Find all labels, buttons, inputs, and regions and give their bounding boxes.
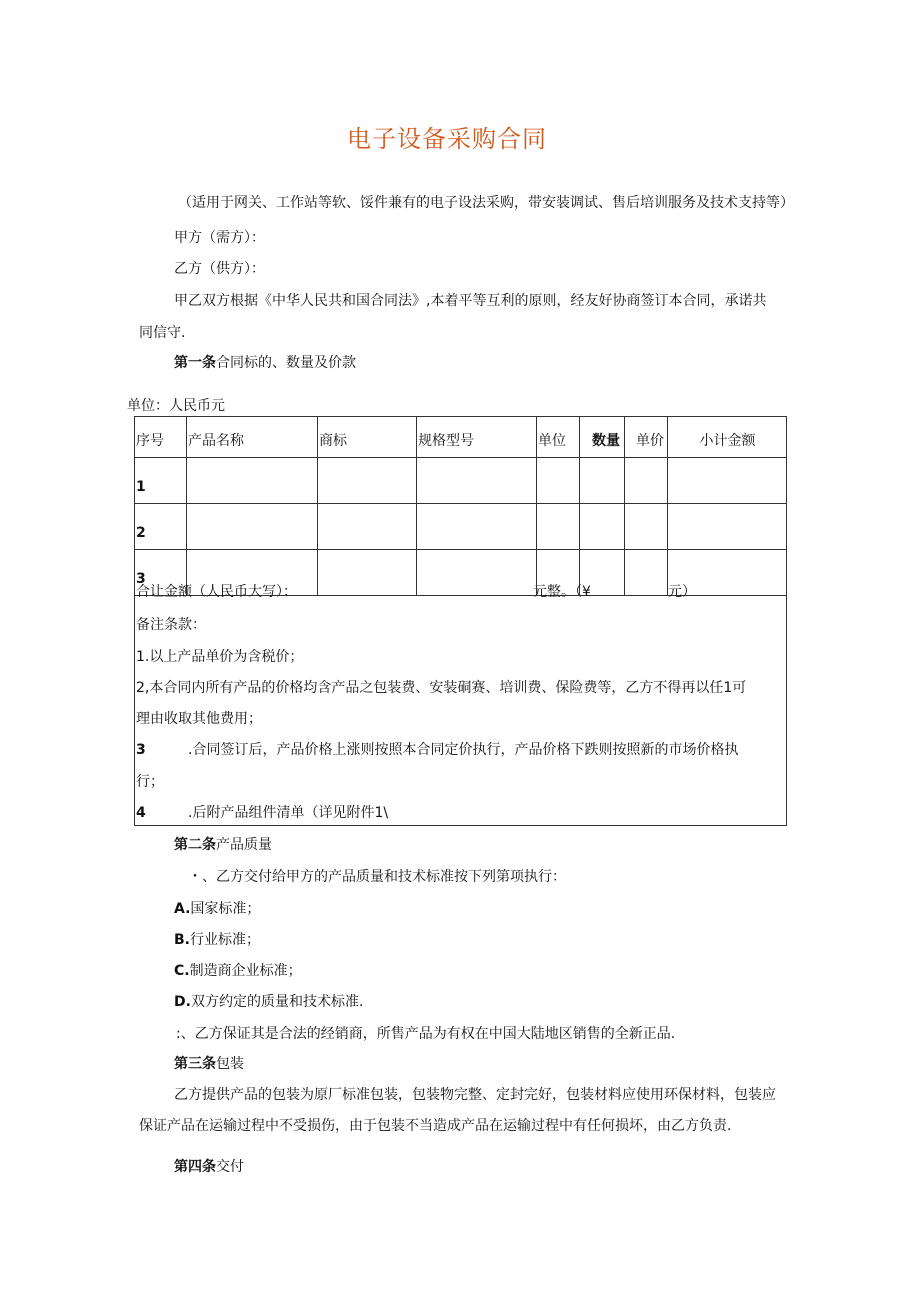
option-key: C. [174,963,190,979]
option-text: 双方约定的质量和技术标准. [190,994,364,1010]
table-cell [537,504,580,550]
note-2-line-2: 理由收取其他费用； [136,711,262,727]
note-4: .后附产品组件清单（详见附件1\ [188,805,389,821]
table-cell [580,504,625,550]
table-cell [417,504,537,550]
option-b [174,931,260,949]
intro-line-1: 甲乙双方根据《中华人民共和国合同法》,本着平等互利的原则，经友好协商签订本合同，承诺共 [174,293,767,309]
article-3-title: 包装 [216,1056,244,1072]
article-2-clause-2: :、乙方保证其是合法的经销商，所售产品为有权在中国大陆地区销售的全新正品. [176,1026,676,1042]
header-cell: 商标 [318,417,417,458]
article-1-title: 合同标的、数量及价款 [216,355,356,371]
option-text: 行业标准； [190,932,260,948]
article-2-title: 产品质量 [216,837,272,853]
table-cell [318,458,417,504]
table-cell [187,458,318,504]
option-d [174,993,363,1011]
header-cell: 规格型号 [417,417,537,458]
article-2-heading [174,836,272,854]
subtitle: （适用于网关、工作站等软、馁件兼有的电子设法采购，带安装调试、售后培训服务及技术支持等） [178,195,794,211]
party-b-label: 乙方（供方）： [174,261,265,277]
note-3-line-2: 行； [136,774,164,790]
table-row [135,458,787,504]
table-cell: 3 [135,550,187,596]
article-3-text-line-2: 保证产品在运输过程中不受损伤，由于包装不当造成产品在运输过程中有任何损坏，由乙方负责. [139,1118,732,1134]
option-key: D. [174,994,191,1010]
table-header-row [135,417,787,458]
article-2-number: 第二条 [174,837,216,853]
option-key: A. [174,901,191,917]
article-4-title: 交付 [216,1159,244,1175]
option-c [174,962,302,980]
total-amount-label: 合让金额（人民币大写）： [136,584,297,600]
article-1-heading [174,354,356,372]
note-4-number: 4 [136,805,146,821]
header-cell: 小计金额 [668,417,787,458]
intro-line-2: 同信守. [139,325,186,341]
note-3-line-1: .合同签订后，产品价格上涨则按照本合同定价执行，产品价格下跌则按照新的市场价格执 [188,742,739,758]
total-yuan-end: 元） [668,584,696,600]
table-cell [668,504,787,550]
table-cell: 1 [135,458,187,504]
table-notes-block [134,554,787,826]
header-cell: 产品名称 [187,417,318,458]
article-3-number: 第三条 [174,1056,216,1072]
note-1: 1.以上产品单价为含税价； [136,649,304,665]
table-cell [318,504,417,550]
header-cell: 数量 [580,417,625,458]
table-row [135,504,787,550]
article-3-text-line-1: 乙方提供产品的包装为原厂标准包装，包装物完整、定封完好，包装材料应使用环保材料，包装应 [174,1087,776,1103]
table-cell [625,504,668,550]
header-cell: 单价 [625,417,668,458]
article-4-number: 第四条 [174,1159,216,1175]
header-cell: 序号 [135,417,187,458]
notes-title: 备注条款： [136,617,206,633]
table-cell [625,458,668,504]
header-cell: 单位 [537,417,580,458]
option-a [174,900,260,918]
article-4-heading [174,1158,244,1176]
table-cell: 2 [135,504,187,550]
article-1-number: 第一条 [174,355,216,371]
unit-label: 单位：人民币元 [127,398,225,414]
party-a-label: 甲方（需方）： [174,230,265,246]
table-cell [417,458,537,504]
option-text: 制造商企业标准； [189,963,302,979]
option-key: B. [174,932,190,948]
table-cell [668,458,787,504]
table-cell [187,504,318,550]
table-cell [580,458,625,504]
table-cell [537,458,580,504]
note-2-line-1: 2,本合同内所有产品的价格均含产品之包装费、安装硐赛、培训费、保险费等，乙方不得再以任1可 [136,680,747,696]
article-3-heading [174,1055,244,1073]
option-text: 国家标准； [190,901,261,917]
article-2-clause-1: ・、乙方交付给甲方的产品质量和技术标准按下列第项执行： [188,869,566,885]
document-title: 电子设备采购合同 [347,125,547,153]
total-yuan-label: 元整。（¥ [533,584,591,600]
note-3-number: 3 [136,742,146,758]
